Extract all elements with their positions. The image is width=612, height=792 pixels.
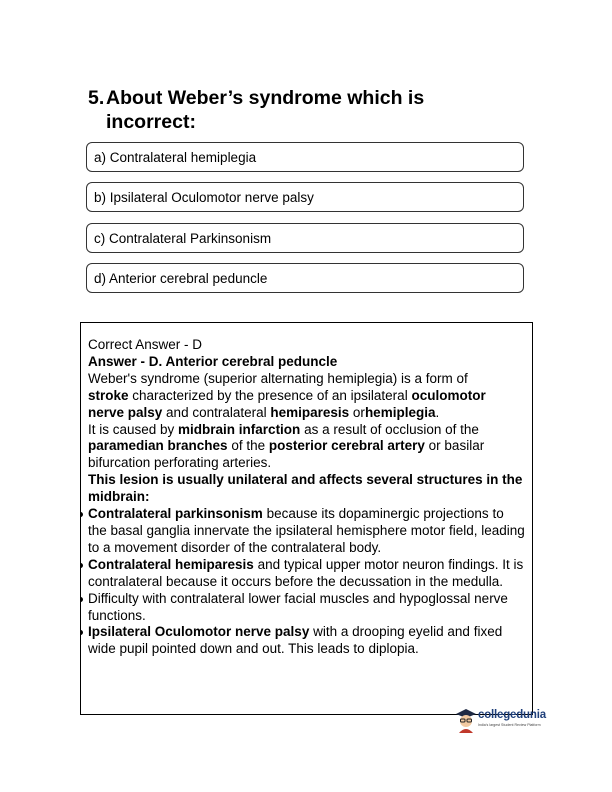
bullet-icon bbox=[80, 512, 83, 517]
answer-heading bbox=[88, 354, 533, 371]
p1-text-3: and contralateral bbox=[162, 404, 271, 420]
question-title-line2: incorrect: bbox=[106, 111, 196, 133]
symptom-list bbox=[88, 506, 533, 658]
list-item bbox=[88, 557, 533, 591]
option-b[interactable]: b) Ipsilateral Oculomotor nerve palsy bbox=[86, 182, 524, 212]
explanation-paragraph-1 bbox=[88, 371, 488, 422]
list-item bbox=[88, 591, 518, 625]
logo-name: collegedunia bbox=[478, 709, 546, 721]
p2-text-3: of the bbox=[227, 438, 269, 454]
question-number: 5. bbox=[88, 87, 105, 109]
p1-text-2: characterized by the presence of an ipsilateral bbox=[128, 387, 412, 403]
list-item-text: with a drooping eyelid and fixed wide pupil pointed down and out. This leads to diplopia. bbox=[88, 624, 503, 657]
p1-text-4: or bbox=[349, 404, 365, 420]
bullet-icon bbox=[80, 630, 83, 635]
list-item-bold: Contralateral hemiparesis bbox=[88, 556, 254, 572]
explanation-paragraph-2 bbox=[88, 422, 498, 473]
p2-text-1: It is caused by bbox=[88, 421, 179, 437]
list-item bbox=[88, 624, 506, 658]
logo-tagline: India's largest Student Review Platform bbox=[478, 723, 541, 727]
option-c[interactable]: c) Contralateral Parkinsonism bbox=[86, 223, 524, 253]
p1-bold-hemiparesis: hemiparesis bbox=[270, 404, 350, 420]
p1-text-5: . bbox=[435, 404, 440, 420]
answer-heading-text: Answer - D. Anterior cerebral peduncle bbox=[88, 353, 338, 369]
answer-content bbox=[88, 337, 533, 658]
p2-text-2: as a result of occlusion of the bbox=[300, 421, 479, 437]
option-a[interactable]: a) Contralateral hemiplegia bbox=[86, 142, 524, 172]
question-title bbox=[88, 86, 528, 134]
p1-text-1: Weber's syndrome (superior alternating hemiplegia) is a form of bbox=[88, 370, 468, 386]
p2-text-4: or basilar bifurcation perforating arteries. bbox=[88, 438, 485, 471]
p1-bold-stroke: stroke bbox=[88, 387, 129, 403]
correct-answer-label: Correct Answer - D bbox=[88, 337, 203, 352]
list-item bbox=[88, 506, 526, 557]
list-item-text: because its dopaminergic projections to the basal ganglia innervate the ipsilateral hemisphere motor field, leading to a movement disorder of the contralateral body. bbox=[88, 506, 525, 555]
p2-bold-midbrain: midbrain infarction bbox=[178, 421, 301, 437]
list-item-text: and typical upper motor neuron findings. It is contralateral because it occurs before the decussation in the medulla. bbox=[88, 556, 524, 589]
question-title-line1: About Weber’s syndrome which is bbox=[106, 87, 425, 109]
option-d[interactable]: d) Anterior cerebral peduncle bbox=[86, 263, 524, 293]
p1-bold-hemiplegia: hemiplegia bbox=[364, 404, 436, 420]
p2-bold-pca: posterior cerebral artery bbox=[268, 438, 425, 454]
lesion-note bbox=[88, 472, 533, 506]
list-item-text: Difficulty with contralateral lower facial muscles and hypoglossal nerve functions. bbox=[88, 590, 508, 623]
graduate-mascot-icon bbox=[454, 707, 478, 733]
p2-bold-paramedian: paramedian branches bbox=[88, 438, 228, 454]
list-item-bold: Ipsilateral Oculomotor nerve palsy bbox=[88, 624, 310, 640]
bullet-icon bbox=[80, 563, 83, 568]
answer-explanation-box bbox=[80, 322, 533, 715]
list-item-bold: Contralateral parkinsonism bbox=[88, 506, 263, 522]
bullet-icon bbox=[80, 597, 83, 602]
collegedunia-logo bbox=[454, 707, 566, 733]
lesion-note-text: This lesion is usually unilateral and affects several structures in the midbrain: bbox=[88, 472, 523, 505]
p1-bold-oculomotor: oculomotor nerve palsy bbox=[88, 387, 486, 420]
